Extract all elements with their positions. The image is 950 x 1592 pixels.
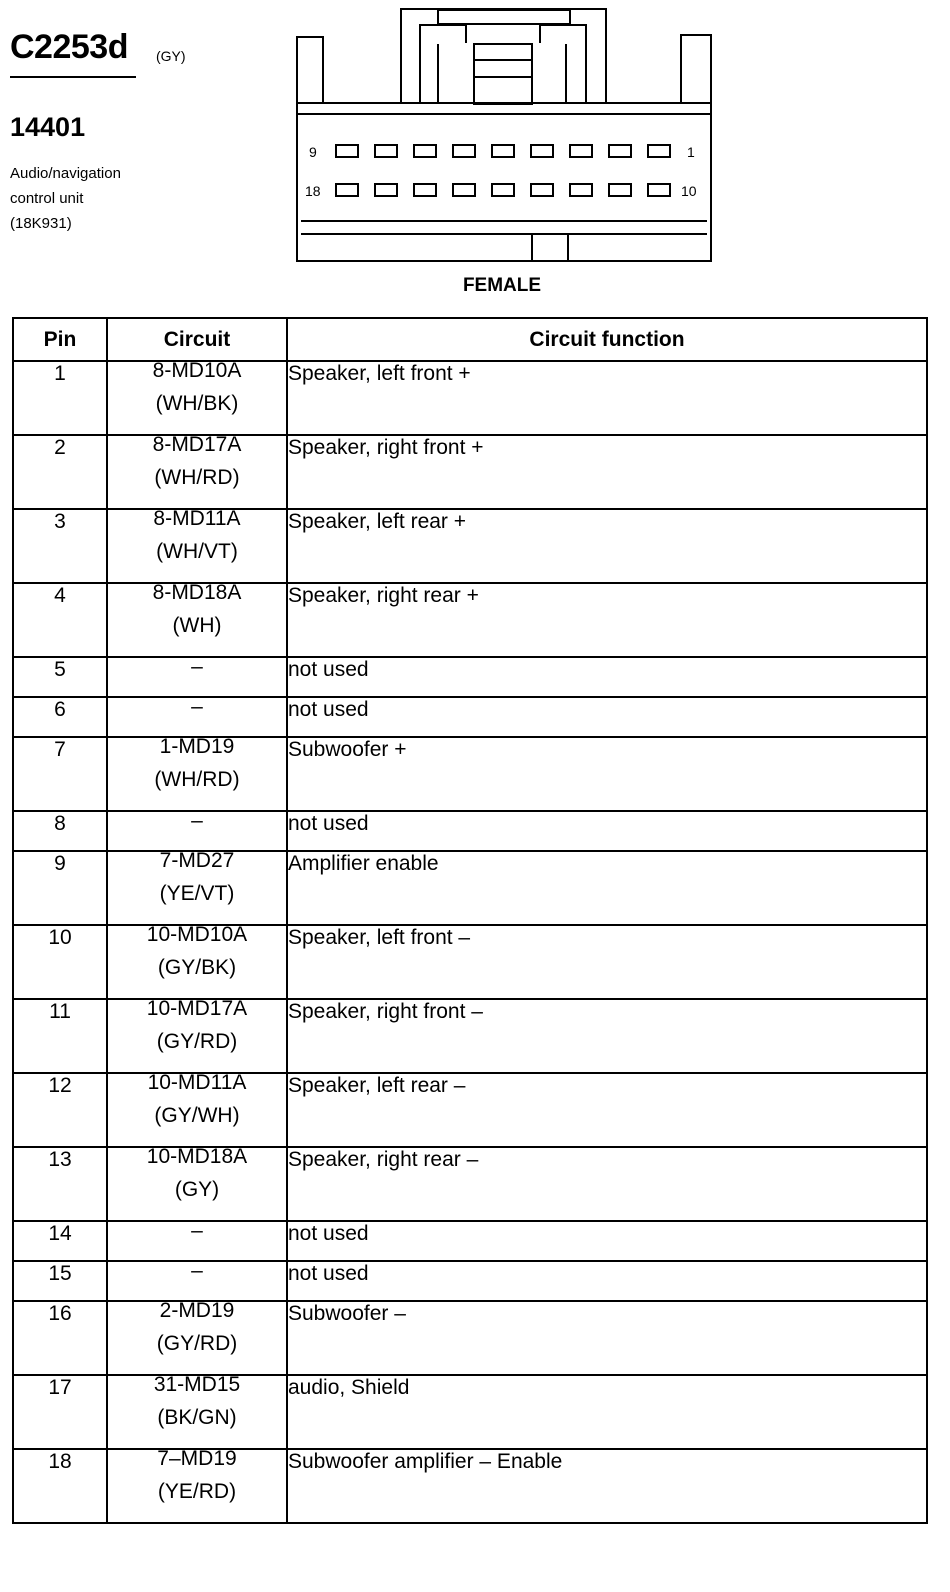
- pin-cavity-4: [531, 145, 553, 157]
- function-cell: not used: [287, 697, 927, 737]
- table-row: [13, 737, 927, 811]
- wire-color: (GY/WH): [154, 1104, 240, 1127]
- circuit-id: 10-MD10A: [146, 923, 248, 946]
- circuit-cell: [107, 1073, 287, 1147]
- circuit-id: 8-MD10A: [152, 359, 242, 382]
- latch-tab: [474, 44, 532, 104]
- circuit-id: 8-MD18A: [152, 581, 242, 604]
- circuit-cell: [107, 583, 287, 657]
- pin-cavity-5: [492, 145, 514, 157]
- function-cell: Subwoofer +: [287, 737, 927, 811]
- wire-color: (WH): [172, 614, 222, 637]
- pin-cell: 12: [13, 1073, 107, 1147]
- function-cell: Speaker, right rear +: [287, 583, 927, 657]
- table-row: [13, 1301, 927, 1375]
- pin-cell: 4: [13, 583, 107, 657]
- table-row: [13, 583, 927, 657]
- function-cell: Subwoofer amplifier – Enable: [287, 1449, 927, 1523]
- pin-cell: 10: [13, 925, 107, 999]
- wire-color: (WH/VT): [156, 540, 238, 563]
- pin-cavity-1: [648, 145, 670, 157]
- pin-cavity-6: [453, 145, 475, 157]
- circuit-cell: [107, 1147, 287, 1221]
- pinout-table: [12, 317, 928, 1524]
- circuit-id: 7-MD27: [159, 849, 235, 872]
- table-row: [13, 1147, 927, 1221]
- function-cell: Amplifier enable: [287, 851, 927, 925]
- table-row: [13, 925, 927, 999]
- circuit-id: –: [191, 655, 203, 678]
- pin-cavity-3: [570, 145, 592, 157]
- pin-label-1: 1: [687, 144, 695, 160]
- pin-cavity-13: [531, 184, 553, 196]
- function-cell: Speaker, right rear –: [287, 1147, 927, 1221]
- function-cell: Speaker, right front +: [287, 435, 927, 509]
- pin-cavity-17: [375, 184, 397, 196]
- function-cell: Speaker, right front –: [287, 999, 927, 1073]
- pin-cell: 7: [13, 737, 107, 811]
- header-circuit: Circuit: [107, 318, 287, 361]
- pin-cell: 11: [13, 999, 107, 1073]
- pin-cavity-15: [453, 184, 475, 196]
- wire-color: (WH/RD): [154, 466, 240, 489]
- circuit-id: 10-MD17A: [146, 997, 248, 1020]
- function-cell: not used: [287, 1261, 927, 1301]
- function-cell: not used: [287, 657, 927, 697]
- table-row: [13, 1449, 927, 1523]
- circuit-cell: [107, 509, 287, 583]
- circuit-cell: [107, 1449, 287, 1523]
- table-row: [13, 1073, 927, 1147]
- circuit-id: 2-MD19: [159, 1299, 235, 1322]
- pin-cell: 8: [13, 811, 107, 851]
- function-cell: Speaker, left rear –: [287, 1073, 927, 1147]
- pin-cell: 3: [13, 509, 107, 583]
- pin-label-9: 9: [309, 144, 317, 160]
- circuit-id: 31-MD15: [153, 1373, 241, 1396]
- header-pin: Pin: [13, 318, 107, 361]
- pin-cell: 18: [13, 1449, 107, 1523]
- pin-cavity-14: [492, 184, 514, 196]
- pin-cavity-16: [414, 184, 436, 196]
- pin-cell: 17: [13, 1375, 107, 1449]
- wire-color: (YE/VT): [159, 882, 235, 905]
- table-row: [13, 1375, 927, 1449]
- table-row: [13, 435, 927, 509]
- function-cell: Speaker, left rear +: [287, 509, 927, 583]
- left-post: [297, 37, 323, 103]
- part-number: 14401: [10, 112, 86, 142]
- circuit-cell: [107, 361, 287, 435]
- latch-top: [438, 10, 570, 24]
- wire-color: (YE/RD): [157, 1480, 237, 1503]
- right-post: [681, 35, 711, 103]
- circuit-cell: [107, 1375, 287, 1449]
- pin-cavity-12: [570, 184, 592, 196]
- connector-id: C2253d: [10, 28, 128, 66]
- pin-label-18: 18: [305, 183, 321, 199]
- pin-label-10: 10: [681, 183, 697, 199]
- circuit-cell: [107, 1301, 287, 1375]
- circuit-cell: [107, 925, 287, 999]
- description-line-1: Audio/navigation: [10, 165, 121, 182]
- pin-cell: 15: [13, 1261, 107, 1301]
- circuit-id: 10-MD18A: [146, 1145, 248, 1168]
- circuit-id: –: [191, 809, 203, 832]
- pin-cell: 6: [13, 697, 107, 737]
- connector-body: [297, 103, 711, 261]
- table-row: [13, 361, 927, 435]
- pin-cell: 1: [13, 361, 107, 435]
- pin-cell: 2: [13, 435, 107, 509]
- circuit-cell: [107, 435, 287, 509]
- diagram-caption: FEMALE: [462, 275, 542, 296]
- circuit-id: –: [191, 1219, 203, 1242]
- pin-cell: 5: [13, 657, 107, 697]
- wire-color: (GY/RD): [156, 1332, 238, 1355]
- pin-cell: 16: [13, 1301, 107, 1375]
- function-cell: Subwoofer –: [287, 1301, 927, 1375]
- circuit-id: 7–MD19: [157, 1447, 237, 1470]
- wire-color: (WH/BK): [155, 392, 239, 415]
- circuit-cell: [107, 999, 287, 1073]
- pin-cell: 9: [13, 851, 107, 925]
- connector-id-underline: [10, 76, 136, 78]
- pin-cavity-10: [648, 184, 670, 196]
- circuit-id: –: [191, 1259, 203, 1282]
- wire-color: (BK/GN): [157, 1406, 237, 1429]
- pin-cavity-7: [414, 145, 436, 157]
- function-cell: not used: [287, 1221, 927, 1261]
- header-circuit-function: Circuit function: [287, 318, 927, 361]
- wire-color: (GY): [174, 1178, 220, 1201]
- table-row: [13, 851, 927, 925]
- pin-cell: 14: [13, 1221, 107, 1261]
- circuit-id: 8-MD11A: [153, 507, 241, 530]
- wire-color: (WH/RD): [154, 768, 240, 791]
- function-cell: Speaker, left front –: [287, 925, 927, 999]
- pin-cavity-9: [336, 145, 358, 157]
- circuit-cell: [107, 737, 287, 811]
- circuit-id: 10-MD11A: [147, 1071, 247, 1094]
- description-line-2: control unit: [10, 190, 84, 207]
- function-cell: not used: [287, 811, 927, 851]
- table-row: [13, 509, 927, 583]
- pin-cell: 13: [13, 1147, 107, 1221]
- circuit-id: –: [191, 695, 203, 718]
- pin-cavity-8: [375, 145, 397, 157]
- table-row: [13, 999, 927, 1073]
- pin-cavity-2: [609, 145, 631, 157]
- wire-color: (GY/BK): [157, 956, 237, 979]
- connector-color: (GY): [156, 48, 186, 64]
- description-line-3: (18K931): [10, 215, 72, 232]
- pin-cavity-18: [336, 184, 358, 196]
- pin-cavity-11: [609, 184, 631, 196]
- function-cell: Speaker, left front +: [287, 361, 927, 435]
- circuit-cell: [107, 851, 287, 925]
- connector-face-diagram: [296, 6, 714, 264]
- circuit-id: 8-MD17A: [152, 433, 242, 456]
- function-cell: audio, Shield: [287, 1375, 927, 1449]
- circuit-id: 1-MD19: [159, 735, 235, 758]
- wire-color: (GY/RD): [156, 1030, 238, 1053]
